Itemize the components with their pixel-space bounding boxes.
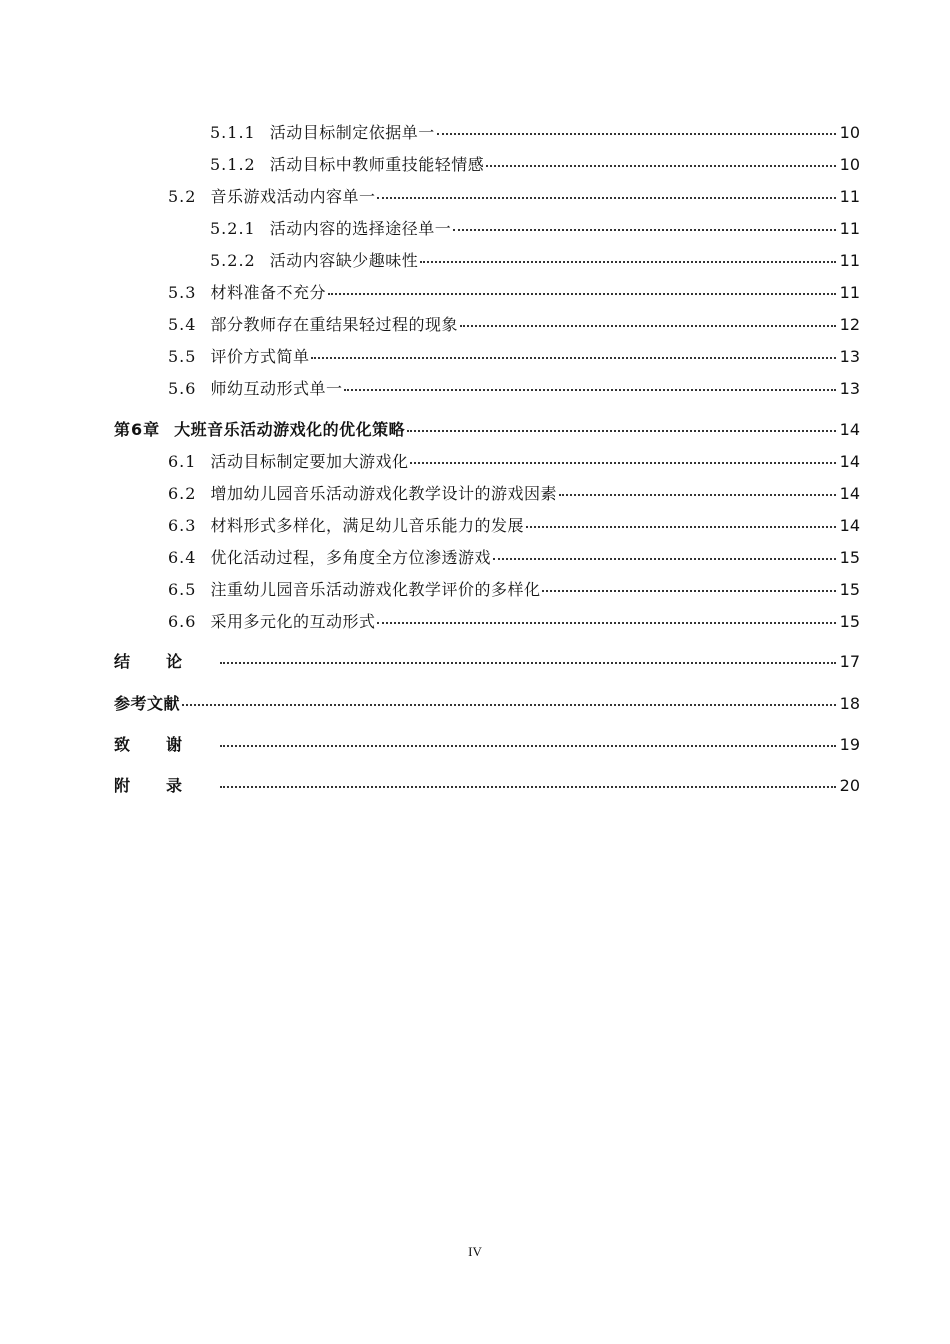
toc-leader-dots: [220, 745, 836, 747]
toc-leader-dots: [493, 558, 836, 560]
toc-entry-number: 5.6: [168, 379, 197, 398]
toc-entry-title: 致谢: [114, 735, 219, 754]
toc-entry-page: 14: [839, 452, 860, 471]
toc-leader-dots: [220, 786, 836, 788]
toc-entry-number: 6.5: [168, 580, 197, 599]
toc-leader-dots: [526, 526, 836, 528]
toc-leader-dots: [410, 462, 835, 464]
toc-entry-number: 5.1.2: [210, 155, 256, 174]
toc-leader-dots: [377, 197, 835, 199]
toc-entry-page: 14: [839, 420, 860, 439]
toc-entry[interactable]: [168, 548, 860, 568]
toc-entry-title: 优化活动过程，多角度全方位渗透游戏: [210, 548, 491, 567]
toc-entry-title: 采用多元化的互动形式: [210, 612, 376, 631]
toc-entry-number: 6.2: [168, 484, 197, 503]
toc-entry[interactable]: [168, 580, 860, 600]
toc-entry-page: 11: [839, 251, 860, 270]
toc-entry-number: 5.1.1: [210, 123, 256, 142]
toc-entry-page: 18: [839, 694, 860, 713]
toc-entry-title: 师幼互动形式单一: [210, 379, 343, 398]
toc-leader-dots: [420, 261, 835, 263]
toc-entry-page: 19: [839, 735, 860, 754]
toc-entry-page: 11: [839, 187, 860, 206]
toc-entry-number: 6.1: [168, 452, 197, 471]
toc-entry[interactable]: [210, 251, 860, 271]
toc-leader-dots: [437, 133, 836, 135]
toc-entry-title: 音乐游戏活动内容单一: [210, 187, 376, 206]
toc-entry-title: 活动目标中教师重技能轻情感: [269, 155, 485, 174]
toc-entry[interactable]: [168, 283, 860, 303]
toc-entry-title: 参考文献: [114, 694, 181, 713]
toc-entry-title: 活动目标制定要加大游戏化: [210, 452, 409, 471]
toc-entry-page: 11: [839, 219, 860, 238]
toc-entry[interactable]: [168, 484, 860, 504]
toc-entry-page: 12: [839, 315, 860, 334]
toc-entry-number: 5.5: [168, 347, 197, 366]
toc-entry[interactable]: [168, 379, 860, 399]
toc-entry-title: 结论: [114, 652, 219, 671]
toc-leader-dots: [220, 662, 836, 664]
toc-entry-page: 17: [839, 652, 860, 671]
toc-entry[interactable]: [168, 187, 860, 207]
toc-entry[interactable]: [168, 612, 860, 632]
toc-leader-dots: [311, 357, 835, 359]
toc-entry-number: 5.2: [168, 187, 197, 206]
toc-entry-number: 5.2.1: [210, 219, 256, 238]
toc-chapter-entry[interactable]: [114, 694, 860, 714]
toc-entry-page: 20: [839, 776, 860, 795]
toc-leader-dots: [559, 494, 836, 496]
toc-entry-title: 材料形式多样化，满足幼儿音乐能力的发展: [210, 516, 524, 535]
toc-entry-page: 13: [839, 379, 860, 398]
toc-entry-title: 增加幼儿园音乐活动游戏化教学设计的游戏因素: [210, 484, 557, 503]
toc-entry-page: 10: [839, 123, 860, 142]
toc-entry-page: 11: [839, 283, 860, 302]
toc-leader-dots: [460, 325, 836, 327]
toc-entry-number: 第6章: [114, 420, 161, 439]
toc-entry[interactable]: [168, 452, 860, 472]
toc-entry-page: 13: [839, 347, 860, 366]
toc-entry[interactable]: [168, 315, 860, 335]
toc-entry-page: 15: [839, 548, 860, 567]
toc-entry-page: 15: [839, 612, 860, 631]
toc-leader-dots: [182, 704, 836, 706]
toc-leader-dots: [377, 622, 835, 624]
toc-entry-page: 14: [839, 516, 860, 535]
toc-chapter-entry[interactable]: [114, 420, 860, 440]
toc-entry[interactable]: [168, 516, 860, 536]
toc-entry-title: 大班音乐活动游戏化的优化策略: [174, 420, 406, 439]
toc-leader-dots: [542, 590, 835, 592]
toc-leader-dots: [344, 389, 835, 391]
toc-entry-title: 部分教师存在重结果轻过程的现象: [210, 315, 458, 334]
toc-entry-number: 5.3: [168, 283, 197, 302]
toc-entry[interactable]: [210, 155, 860, 175]
toc-entry-title: 活动内容的选择途径单一: [269, 219, 452, 238]
toc-entry-page: 14: [839, 484, 860, 503]
toc-entry-number: 5.4: [168, 315, 197, 334]
toc-leader-dots: [328, 293, 836, 295]
toc-entry-number: 6.3: [168, 516, 197, 535]
page-number-footer: IV: [468, 1244, 482, 1259]
toc-entry[interactable]: [210, 219, 860, 239]
toc-entry-number: 6.6: [168, 612, 197, 631]
toc-chapter-entry[interactable]: [114, 735, 860, 755]
toc-entry-page: 10: [839, 155, 860, 174]
toc-entry-number: 6.4: [168, 548, 197, 567]
toc-entry-number: 5.2.2: [210, 251, 256, 270]
toc-entry[interactable]: [210, 123, 860, 143]
toc-entry-title: 材料准备不充分: [210, 283, 326, 302]
toc-entry-title: 附录: [114, 776, 219, 795]
toc-entry-page: 15: [839, 580, 860, 599]
toc-leader-dots: [486, 165, 835, 167]
toc-chapter-entry[interactable]: [114, 776, 860, 796]
toc-entry[interactable]: [168, 347, 860, 367]
toc-leader-dots: [453, 229, 835, 231]
toc-leader-dots: [407, 430, 835, 432]
toc-entry-title: 注重幼儿园音乐活动游戏化教学评价的多样化: [210, 580, 541, 599]
toc-entry-title: 活动内容缺少趣味性: [269, 251, 419, 270]
toc-entry-title: 评价方式简单: [210, 347, 310, 366]
toc-entry-title: 活动目标制定依据单一: [269, 123, 435, 142]
toc-chapter-entry[interactable]: [114, 652, 860, 672]
